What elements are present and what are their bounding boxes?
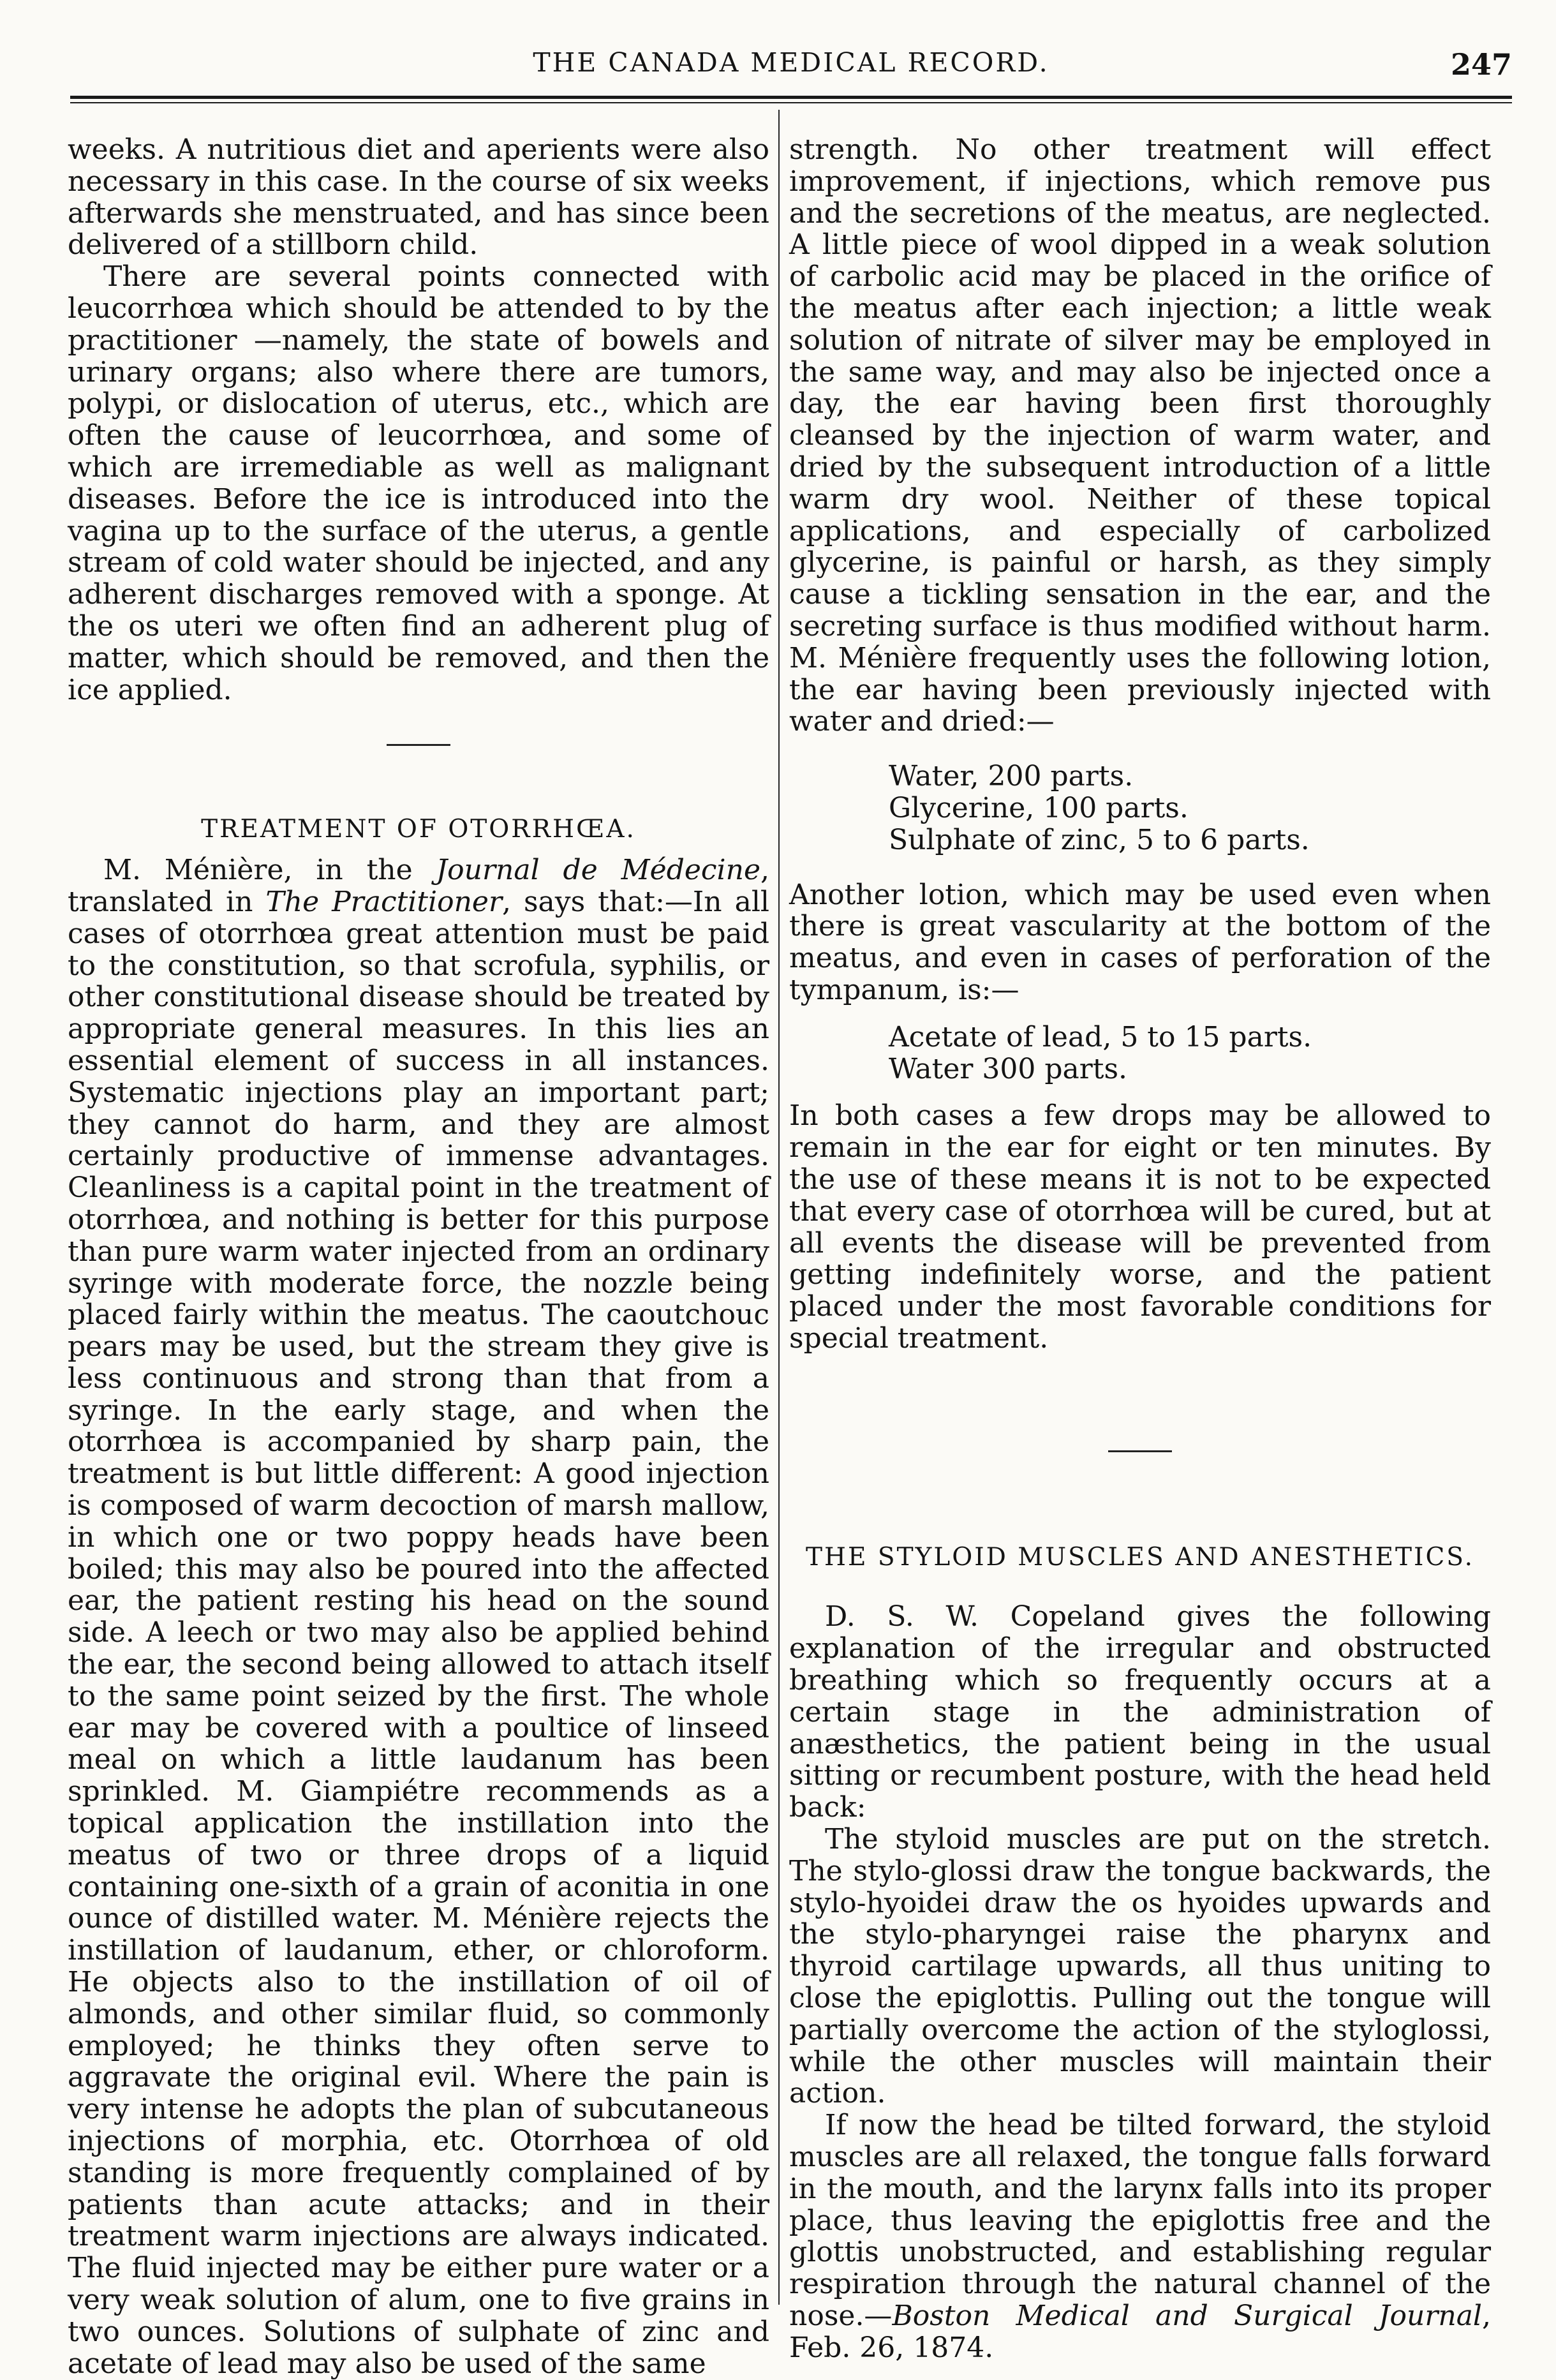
column-divider <box>778 110 780 2305</box>
paragraph-head-tilted <box>789 2109 1491 2363</box>
paragraph-both-cases: In both cases a few drops may be allowed to remain in the ear for eight or ten minutes. By the use of these means it is not to be expected that every case of otorrhœa will be cured, but at all events the disease will be prevented from getting indefinitely worse, and the patient placed under the most favorable conditions for special treatment. <box>789 1099 1491 1355</box>
header-rule-thin <box>70 102 1512 103</box>
left-column <box>68 134 769 2379</box>
right-column <box>789 134 1491 2364</box>
paragraph-weeks: weeks. A nutritious diet and aperients were also necessary in this case. In the course of six weeks afterwards she menstruated, and has since been delivered of a stillborn child. <box>68 133 769 262</box>
header-rule-thick <box>70 96 1512 99</box>
text-run: M. Ménière, in the <box>103 854 436 887</box>
page-number: 247 <box>1450 47 1512 82</box>
section-title-styloid: THE STYLOID MUSCLES AND ANESTHETICS. <box>805 1542 1475 1572</box>
paragraph-meniere <box>68 854 769 2379</box>
text-run: , says that:—In all cases of otorrhœa great attention must be paid to the constitution, so that scrofula, syphilis, or other constitutional disease should be treated by appropriate general measures. In this lies an essential element of success in all instances. Systematic injections play an important part; they cannot do harm, and they are almost certainly productive of immense advantages. Cleanliness is a capital point in the treatment of otorrhœa, and nothing is better for this purpose than pure warm water injected from an ordinary syringe with moderate force, the nozzle being placed fairly within the meatus. The caoutchouc pears may be used, but the stream they give is less continuous and strong than that from a syringe. In the early stage, and when the otorrhœa is accompanied by sharp pain, the treatment is but little different: A good injection is composed of warm decoction of marsh mallow, in which one or two poppy heads have been boiled; this may also be poured into the affected ear, the patient resting his head on the sound side. A leech or two may also be applied behind the ear, the second being allowed to attach itself to the same point seized by the first. The whole ear may be covered with a poultice of linseed meal on which a little laudanum has been sprinkled. M. Giampiétre recommends as a topical application the instillation into the meatus of two or three drops of a liquid containing one-sixth of a grain of aconitia in one ounce of distilled water. M. Ménière rejects the instillation of laudanum, ether, or chloroform. He objects also to the instillation of oil of almonds, and other similar fluid, so commonly employed; he thinks they often serve to aggravate the original evil. Where the pain is very intense he adopts the plan of subcutaneous injections of morphia, etc. Otorrhœa of old standing is more frequently complained of by patients than acute attacks; and in their treatment warm injections are always indicated. The fluid injected may be either pure water or a very weak solution of alum, one to five grains in two ounces. Solutions of sulphate of zinc and acetate of lead may also be used of the same <box>68 885 769 2380</box>
paragraph-another-lotion: Another lotion, which may be used even when there is great vascularity at the bottom of the meatus, and even in cases of perforation of the tympanum, is:— <box>789 878 1491 1006</box>
text-run: If now the head be tilted forward, the styloid muscles are all relaxed, the tongue falls forward in the mouth, and the larynx falls into its proper place, thus leaving the epiglottis free and the glottis unobstructed, and establishing regular respiration through the natural channel of the nose.— <box>789 2109 1491 2333</box>
paragraph-copeland: D. S. W. Copeland gives the following explanation of the irregular and obstructed breathing which so frequently occurs at a certain stage in the administration of anæsthetics, the patient being in the usual sitting or recumbent posture, with the head held back: <box>789 1600 1491 1824</box>
formula-line: Glycerine, 100 parts. <box>889 791 1189 824</box>
formula-line: Water 300 parts. <box>889 1052 1128 1085</box>
running-header <box>70 38 1512 96</box>
source-date: , Feb. 26, 1874. <box>789 2300 1491 2364</box>
lotion-formula-1 <box>789 761 1491 856</box>
journal-name: Journal de Médecine <box>436 854 760 887</box>
paragraph-strength: strength. No other treatment will effect improvement, if injections, which remove pus and the secretions of the meatus, are neglected. A little piece of wool dipped in a weak solution of carbolic acid may be placed in the orifice of the meatus after each injection; a little weak solution of nitrate of silver may be employed in the same way, and may also be injected once a day, the ear having been first thoroughly cleansed by the injection of warm water, and dried by the subsequent introduction of a little warm dry wool. Neither of these topical applications, and especially of carbolized glycerine, is painful or harsh, as they simply cause a tickling sensation in the ear, and the secreting surface is thus modified without harm. M. Ménière frequently uses the following lotion, the ear having been previously injected with water and dried:— <box>789 133 1491 738</box>
formula-line: Sulphate of zinc, 5 to 6 parts. <box>889 823 1310 856</box>
text-run: , translated in <box>68 854 769 918</box>
paragraph-styloid-stretch: The styloid muscles are put on the stretch. The stylo-glossi draw the tongue backwards, the stylo-hyoidei draw the os hyoides upwards and the stylo-pharyngei raise the pharynx and thyroid cartilage upwards, all thus uniting to close the epiglottis. Pulling out the tongue will partially overcome the action of the styloglossi, while the other muscles will maintain their action. <box>789 1823 1491 2110</box>
source-journal: Boston Medical and Surgical Journal <box>892 2300 1482 2333</box>
section-title-otorrhoea: TREATMENT OF OTORRHŒA. <box>201 815 636 844</box>
paragraph-leucorrhoea: There are several points connected with leucorrhœa which should be attended to by the practitioner —namely, the state of bowels and urinary organs; also where there are tumors, polypi, or dislocation of uterus, etc., which are often the cause of leucorrhœa, and some of which are irremediable as well as malignant diseases. Before the ice is introduced into the vagina up to the surface of the uterus, a gentle stream of cold water should be injected, and any adherent discharges removed with a sponge. At the os uteri we often find an adherent plug of matter, which should be removed, and then the ice applied. <box>68 260 769 706</box>
journal-title: THE CANADA MEDICAL RECORD. <box>533 47 1049 78</box>
practitioner-name: The Practitioner <box>265 885 502 918</box>
lotion-formula-2 <box>789 1022 1491 1085</box>
formula-line: Acetate of lead, 5 to 15 parts. <box>889 1020 1312 1053</box>
formula-line: Water, 200 parts. <box>889 760 1134 793</box>
